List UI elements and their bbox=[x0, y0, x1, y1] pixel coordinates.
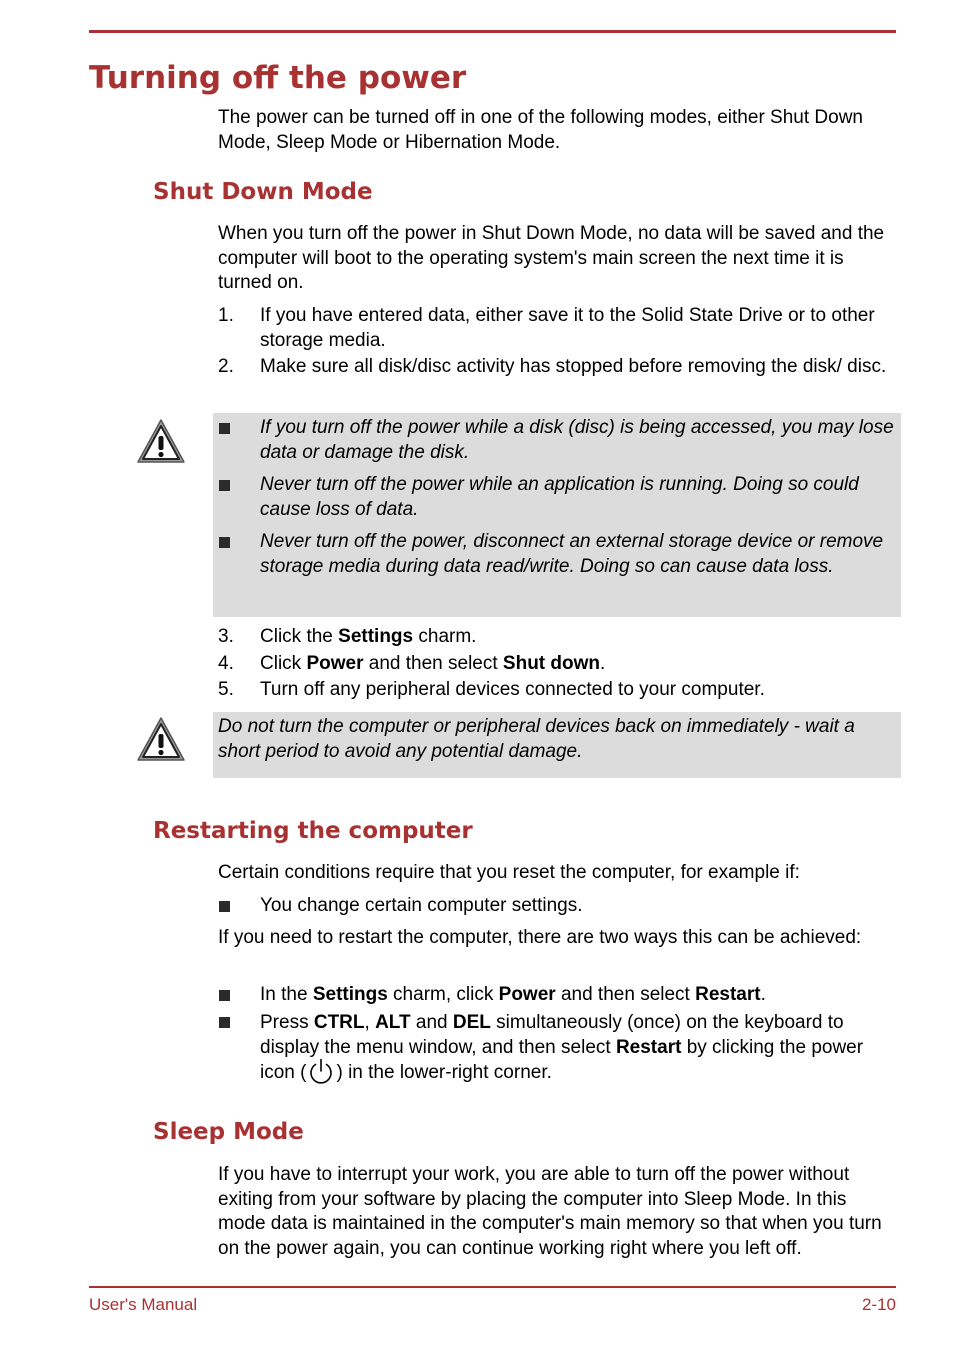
bullet-icon bbox=[219, 1017, 230, 1028]
step-number: 5. bbox=[218, 679, 234, 700]
step-number: 1. bbox=[218, 305, 234, 326]
power-icon bbox=[306, 1056, 336, 1086]
caution-box bbox=[213, 712, 901, 778]
caution-text: If you turn off the power while a disk (disc) is being accessed, you may lose data or damage the disk. bbox=[260, 417, 894, 463]
caution-icon bbox=[135, 416, 187, 468]
restart-paragraph: Certain conditions require that you reset the computer, for example if: bbox=[218, 862, 800, 883]
section-heading-shutdown: Shut Down Mode bbox=[153, 179, 373, 205]
step-text: Click the Settings charm. bbox=[260, 626, 477, 647]
bullet-text: You change certain computer settings. bbox=[260, 895, 583, 916]
shutdown-paragraph: When you turn off the power in Shut Down Mode, no data will be saved and the computer will boot to the operating system's main screen the next time it is turned on. bbox=[218, 223, 885, 293]
page-title: Turning off the power bbox=[89, 60, 467, 96]
step-text: Click Power and then select Shut down. bbox=[260, 653, 606, 674]
intro-paragraph: The power can be turned off in one of the following modes, either Shut Down Mode, Sleep Mode or Hibernation Mode. bbox=[218, 107, 863, 153]
caution-text: Never turn off the power while an application is running. Doing so could cause loss of data. bbox=[260, 474, 859, 520]
top-rule bbox=[89, 30, 896, 33]
caution-box bbox=[213, 413, 901, 617]
step-number: 3. bbox=[218, 626, 234, 647]
caution-icon bbox=[135, 714, 187, 766]
caution-text: Do not turn the computer or peripheral devices back on immediately - wait a short period to avoid any potential damage. bbox=[218, 716, 855, 762]
footer-manual-label: User's Manual bbox=[89, 1295, 198, 1314]
bullet-icon bbox=[219, 990, 230, 1001]
footer-rule bbox=[89, 1286, 896, 1288]
bullet-icon bbox=[219, 423, 230, 434]
section-heading-restart: Restarting the computer bbox=[153, 818, 473, 844]
caution-text: Never turn off the power, disconnect an external storage device or remove storage media during data read/write. Doing so can cause data loss. bbox=[260, 531, 884, 577]
footer-page-number: 2-10 bbox=[861, 1295, 896, 1314]
bullet-icon bbox=[219, 901, 230, 912]
step-text: If you have entered data, either save it to the Solid State Drive or to other storage media. bbox=[260, 305, 875, 351]
bullet-text: In the Settings charm, click Power and then select Restart. bbox=[260, 984, 766, 1005]
bullet-text: Press CTRL, ALT and DEL simultaneously (once) on the keyboard to display the menu window, and then select Restart by clicking the power icon ( ) in the lower-right corner. bbox=[260, 1010, 898, 1085]
step-number: 4. bbox=[218, 653, 234, 674]
section-heading-sleep: Sleep Mode bbox=[153, 1119, 304, 1145]
bullet-icon bbox=[219, 480, 230, 491]
step-text: Make sure all disk/disc activity has stopped before removing the disk/ disc. bbox=[260, 356, 887, 377]
sleep-paragraph: If you have to interrupt your work, you are able to turn off the power without exiting from your software by placing the computer into Sleep Mode. In this mode data is maintained in the computer's main memory so that when you turn on the power again, you can continue working right where you left off. bbox=[218, 1164, 882, 1259]
restart-paragraph-2: If you need to restart the computer, there are two ways this can be achieved: bbox=[218, 927, 862, 948]
step-text: Turn off any peripheral devices connected to your computer. bbox=[260, 679, 765, 700]
bullet-icon bbox=[219, 537, 230, 548]
step-number: 2. bbox=[218, 356, 234, 377]
